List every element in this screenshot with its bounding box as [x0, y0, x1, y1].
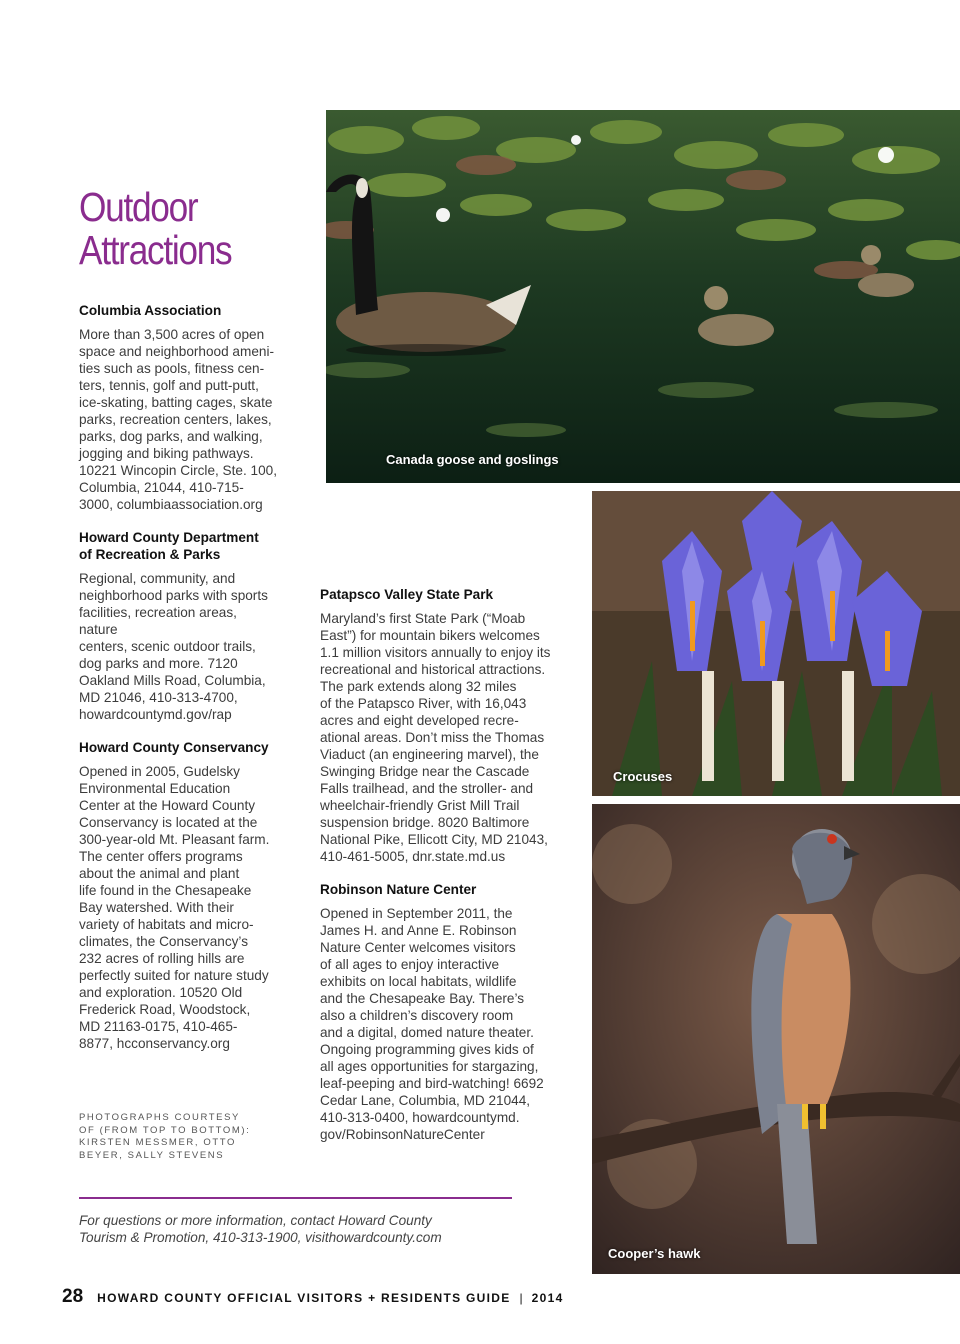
entry-heading: Patapsco Valley State Park [320, 587, 494, 602]
entry-robinson-nature-center [320, 881, 555, 1143]
contact-note: For questions or more information, contact Howard County Tourism & Promotion, 410-313-1900, visithowardcounty.com [79, 1213, 442, 1245]
entry-body: More than 3,500 acres of open space and neighborhood ameni- ties such as pools, fitness cen- ters, tennis, golf and putt-putt, ice-skating, batting cages, skate parks, recreation centers, lakes, parks, dog parks, and walking, jogging and biking pathways. 10221 Wincopin Circle, Ste. 100, Columbia, 21044, 410-715- 3000, columbiaassociation.org [79, 327, 277, 512]
photo-credit: PHOTOGRAPHS COURTESY OF (FROM TOP TO BOTTOM): KIRSTEN MESSMER, OTTO BEYER, SALLY STEVENS [79, 1112, 251, 1161]
divider [79, 1197, 512, 1199]
entry-recreation-parks [79, 529, 279, 723]
entry-heading: Robinson Nature Center [320, 882, 477, 897]
footer-separator: | [519, 1291, 523, 1305]
goose-illustration [326, 110, 960, 483]
entry-body: Maryland’s first State Park (“Moab East”) for mountain bikers welcomes 1.1 million visitors annually to enjoy its recreational and historical attractions. The park extends along 32 miles of the Patapsco River, with 16,043 acres and eight developed recre- ational areas. Don’t miss the Thomas Viaduct (an engineering marvel), the Swinging Bridge near the Cascade Falls trailhead, and the stroller- and wheelchair-friendly Grist Mill Trail suspension bridge. 8020 Baltimore National Pike, Ellicott City, MD 21043, 410-461-5005, dnr.state.md.us [320, 611, 551, 864]
entry-columbia-association [79, 302, 279, 513]
photo-caption: Cooper’s hawk [608, 1246, 701, 1261]
entry-body: Opened in 2005, Gudelsky Environmental Education Center at the Howard County Conservancy is located at the 300-year-old Mt. Pleasant farm. The center offers programs about the animal and plant life found in the Chesapeake Bay watershed. With their variety of habitats and micro- climates, the Conservancy’s 232 acres of rolling hills are perfectly suited for nature study and exploration. 10520 Old Frederick Road, Woodstock, MD 21163-0175, 410-465- 8877, hcconservancy.org [79, 764, 270, 1051]
entry-heading: Columbia Association [79, 303, 222, 318]
page-footer [62, 1286, 564, 1310]
hawk-photo [592, 804, 960, 1274]
entry-heading: Howard County Conservancy [79, 740, 269, 755]
hawk-illustration [592, 804, 960, 1274]
left-column [79, 302, 279, 1068]
entry-body: Regional, community, and neighborhood parks with sports facilities, recreation areas, nature centers, scenic outdoor trails, dog parks and more. 7120 Oakland Mills Road, Columbia, MD 21046, 410-313-4700, howardcountymd.gov/rap [79, 571, 268, 722]
entry-patapsco-valley [320, 586, 555, 865]
middle-column [320, 586, 555, 1159]
publication-year: 2014 [531, 1291, 564, 1305]
photo-caption: Crocuses [613, 769, 673, 784]
crocus-illustration [592, 491, 960, 796]
goose-photo [326, 110, 960, 483]
page-title: Outdoor Attractions [79, 184, 232, 273]
entry-conservancy [79, 739, 279, 1052]
publication-name: HOWARD COUNTY OFFICIAL VISITORS + RESIDENTS GUIDE [97, 1291, 511, 1305]
photo-caption: Canada goose and goslings [386, 452, 559, 467]
crocus-photo [592, 491, 960, 796]
entry-body: Opened in September 2011, the James H. and Anne E. Robinson Nature Center welcomes visitors of all ages to enjoy interactive exhibits on local habitats, wildlife and the Chesapeake Bay. There’s also a children’s discovery room and a digital, domed nature theater. Ongoing programming gives kids of all ages opportunities for stargazing, leaf-peeping and bird-watching! 6692 Cedar Lane, Columbia, MD 21044, 410-313-0400, howardcountymd. gov/RobinsonNatureCenter [320, 906, 544, 1142]
page-number: 28 [62, 1286, 84, 1307]
entry-heading: Howard County Department of Recreation & Parks [79, 530, 259, 562]
